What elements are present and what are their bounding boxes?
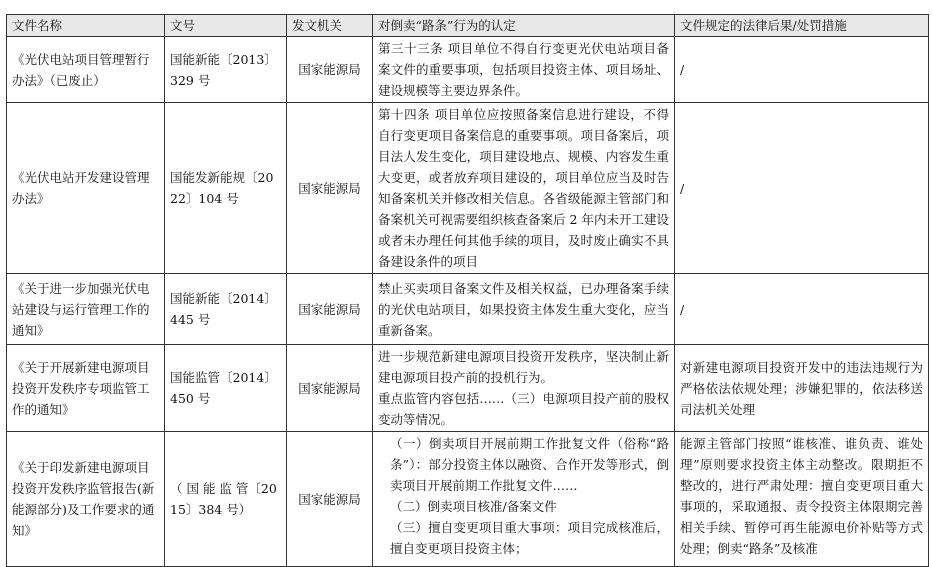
cell-consequence: / [675, 37, 929, 103]
regulation-table [6, 14, 929, 567]
cell-determination [373, 345, 675, 432]
header-legal-consequence: 文件规定的法律后果/处罚措施 [675, 15, 929, 37]
cell-consequence: / [675, 103, 929, 274]
determination-paragraph: 重点监管内容包括……（三）电源项目投产前的股权变动等情况。 [378, 391, 669, 427]
cell-file-number: （ 国 能 监 管〔2015〕384 号） [165, 432, 287, 567]
determination-paragraph: 第三十三条 项目单位不得自行变更光伏电站项目备案文件的重要事项，包括项目投资主体、项目场址、建设规模等主要边界条件。 [378, 41, 669, 98]
cell-file-number: 国能监管〔2014〕450 号 [165, 345, 287, 432]
cell-file-number: 国能发新能规〔2022〕104 号 [165, 103, 287, 274]
determination-paragraph: 第十四条 项目单位应按照备案信息进行建设，不得自行变更项目备案信息的重要事项。项目备案后，项目法人发生变化，项目建设地点、规模、内容发生重大变更，或者放弃项目建设的，项目单位应当及时告知备案机关并修改相关信息。各省级能源主管部门和备案机关可视需要组织核查备案后 2 年内未开工建设或者未办理任何其他手续的项目，及时废止确实不具备建设条件的项目 [378, 107, 669, 269]
cell-agency: 国家能源局 [287, 103, 373, 274]
table-row [7, 345, 929, 432]
cell-determination [373, 103, 675, 274]
determination-paragraph: 进一步规范新建电源项目投资开发秩序，坚决制止新建电源项目投产前的投机行为。 [378, 349, 669, 385]
header-determination: 对倒卖“路条”行为的认定 [373, 15, 675, 37]
header-file-number: 文号 [165, 15, 287, 37]
determination-paragraph: （三）擅自变更项目重大事项：项目完成核准后，擅自变更项目投资主体； [390, 520, 669, 556]
header-row [7, 15, 929, 37]
cell-file-name: 《关于印发新建电源项目投资开发秩序监管报告(新能源部分)及工作要求的通知》 [7, 432, 165, 567]
cell-file-number: 国能新能〔2014〕445 号 [165, 274, 287, 345]
cell-determination [373, 37, 675, 103]
cell-file-name: 《关于开展新建电源项目投资开发秩序专项监管工作的通知》 [7, 345, 165, 432]
cell-determination [373, 274, 675, 345]
cell-consequence: 能源主管部门按照“谁核准、谁负责、谁处理”原则要求投资主体主动整改。限期拒不整改的，进行严肃处理：擅自变更项目重大事项的，采取通报、责令投资主体限期完善相关手续、暂停可再生能源电价补贴等方式处理；倒卖“路条”及核准 [675, 432, 929, 567]
cell-file-name: 《关于进一步加强光伏电站建设与运行管理工作的通知》 [7, 274, 165, 345]
cell-determination [373, 432, 675, 567]
cell-file-name: 《光伏电站开发建设管理办法》 [7, 103, 165, 274]
cell-consequence: 对新建电源项目投资开发中的违法违规行为严格依法依规处理；涉嫌犯罪的，依法移送司法机关处理 [675, 345, 929, 432]
cell-agency: 国家能源局 [287, 432, 373, 567]
determination-paragraph: （二）倒卖项目核准/备案文件 [390, 499, 557, 514]
cell-consequence: / [675, 274, 929, 345]
cell-agency: 国家能源局 [287, 274, 373, 345]
table-row [7, 432, 929, 567]
cell-agency: 国家能源局 [287, 345, 373, 432]
table-row [7, 103, 929, 274]
cell-file-number: 国能新能〔2013〕329 号 [165, 37, 287, 103]
cell-file-name: 《光伏电站项目管理暂行办法》（已废止） [7, 37, 165, 103]
cell-agency: 国家能源局 [287, 37, 373, 103]
header-issuing-agency: 发文机关 [287, 15, 373, 37]
determination-paragraph: （一）倒卖项目开展前期工作批复文件（俗称“路条”）：部分投资主体以融资、合作开发等形式，倒卖项目开展前期工作批复文件…… [390, 436, 669, 493]
table-row [7, 37, 929, 103]
determination-paragraph: 禁止买卖项目备案文件及相关权益，已办理备案手续的光伏电站项目，如果投资主体发生重大变化，应当重新备案。 [378, 280, 669, 338]
table-row [7, 274, 929, 345]
header-file-name: 文件名称 [7, 15, 165, 37]
